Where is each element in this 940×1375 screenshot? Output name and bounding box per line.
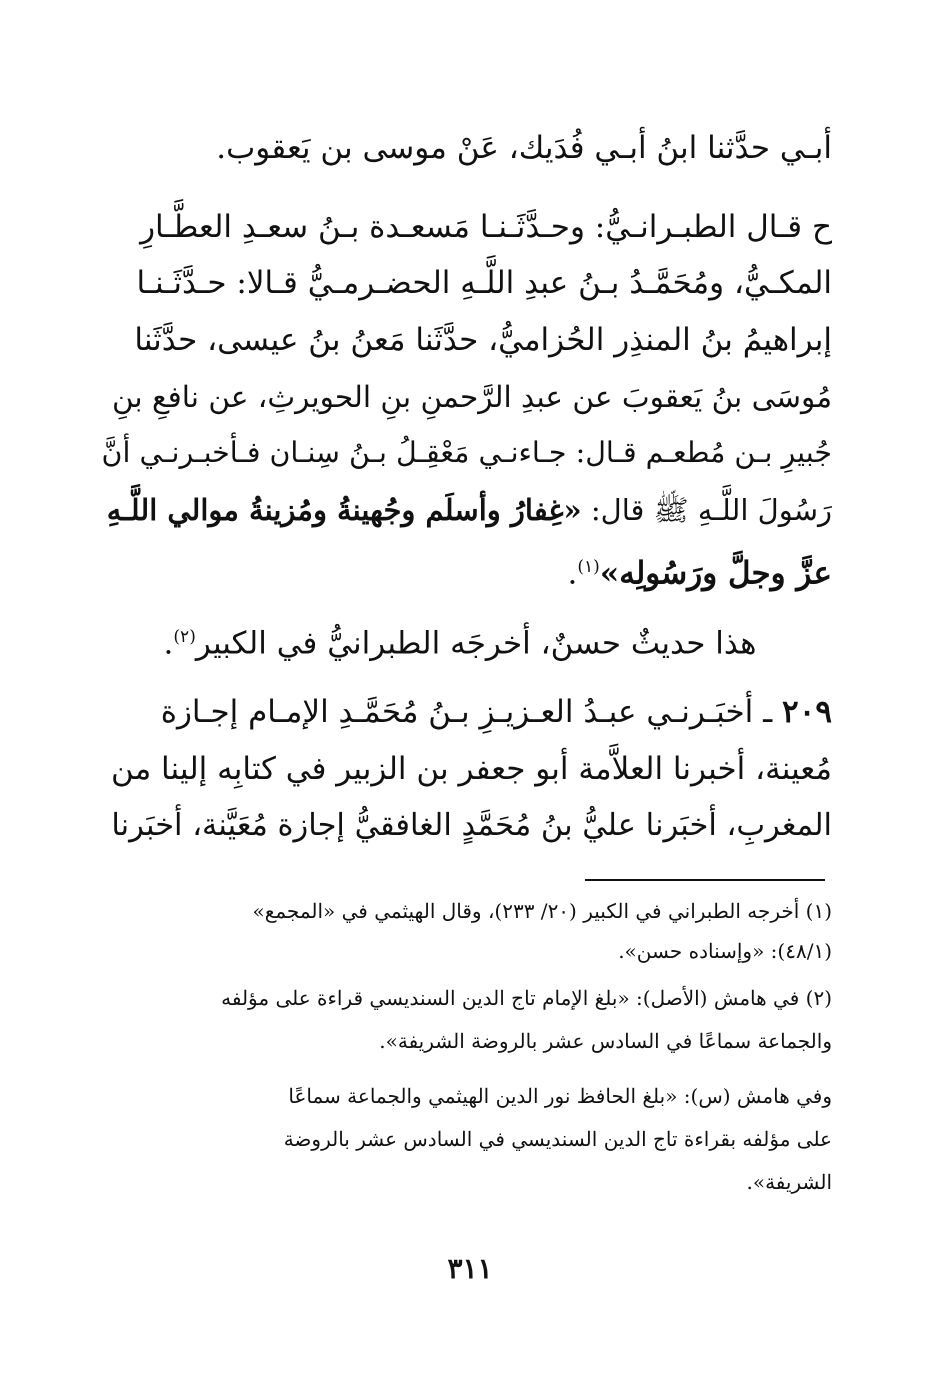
text-line-6: جُبيرِ بـن مُطعـم قـال: جـاءنـي مَعْقِـلُ بـنُ سِنـان فـأخبـرنـي أنَّ: [101, 436, 832, 469]
footnote-2-line-5: الشريفة».: [746, 1170, 832, 1194]
text-line-8: عزَّ وجلَّ ورَسُولِه»$^{(١)}$.: [567, 555, 832, 592]
text-line-9: هذا حديثٌ حسنٌ، أخرجَه الطبرانيُّ في الكبير$^{(٢)}$.: [163, 625, 757, 662]
text-line-4: إبراهيمُ بنُ المنذِر الحُزاميُّ، حدَّثَنا مَعنُ بنُ عيسى، حدَّثَنا: [134, 322, 832, 358]
footnote-ref-2: (٢): [173, 627, 196, 647]
text-line-11: مُعينة، أخبرنا العلاَّمة أبو جعفر بن الزبير في كتابِه إلينا من: [111, 751, 832, 787]
hadith-number: ٢٠٩: [782, 694, 832, 730]
page-number: ٣١١: [447, 1252, 493, 1285]
footnote-1-line-2: (٤٨/١): «وإسناده حسن».: [618, 939, 832, 963]
hadith-matn-end: عزَّ وجلَّ ورَسُولِه»: [599, 555, 832, 592]
text-line-2: ح قـال الطبـرانـيُّ: وحـدَّثَـنـا مَسعـدة بـنُ سعـدِ العطَّـارِ: [140, 209, 832, 245]
footnote-2-line-4: على مؤلفه بقراءة تاج الدين السنديسي في السادس عشر بالروضة: [283, 1127, 832, 1151]
footnote-ref-1: (١): [577, 557, 600, 577]
text-line-10: ٢٠٩ ـ أخبَـرنـي عبـدُ العـزيـزِ بـنُ مُحَمَّـدِ الإمـام إجـازة: [160, 694, 832, 730]
text-line-3: المكـيُّ، ومُحَمَّـدُ بـنُ عبدِ اللَّـهِ الحضـرمـيُّ قـالا: حـدَّثَـنـا: [136, 265, 832, 301]
footnote-2-line-2: والجماعة سماعًا في السادس عشر بالروضة الشريفة».: [379, 1029, 832, 1053]
grading-statement: هذا حديثٌ حسنٌ، أخرجَه الطبرانيُّ في الكبير: [195, 625, 757, 662]
text-line-7: [102, 490, 832, 530]
footnote-1-line-1: (١) أخرجه الطبراني في الكبير (٢٠/ ٢٣٣)، وقال الهيثمي في «المجمع»: [252, 899, 832, 923]
text-line-1: أبـي حدَّثنا ابنُ أبـي فُدَيك، عَنْ موسى بن يَعقوب.: [216, 130, 832, 166]
footnote-2-line-1: (٢) في هامش (الأصل): «بلغ الإمام تاج الدين السنديسي قراءة على مؤلفه: [221, 986, 832, 1010]
hadith-intro: رَسُولَ اللَّـهِ ﷺ قال:: [581, 493, 832, 527]
footnote-divider: [585, 879, 825, 881]
isnad-start: أخبَـرنـي عبـدُ العـزيـزِ بـنُ مُحَمَّـدِ الإمـام إجـازة: [160, 694, 754, 730]
footnote-2-line-3: وفي هامش (س): «بلغ الحافظ نور الدين الهيثمي والجماعة سماعًا: [288, 1084, 832, 1108]
text-line-12: المغربِ، أخبَرنا عليُّ بنُ مُحَمَّدٍ الغافقيُّ إجازة مُعَيَّنة، أخبَرنا: [111, 808, 832, 843]
text-line-5: مُوسَى بنُ يَعقوبَ عن عبدِ الرَّحمنِ بنِ الحويرثِ، عن نافعِ بنِ: [111, 380, 832, 414]
hadith-matn-start: «غِفارُ وأسلَم وجُهينةُ ومُزينةُ موالي اللَّـهِ: [106, 493, 582, 527]
